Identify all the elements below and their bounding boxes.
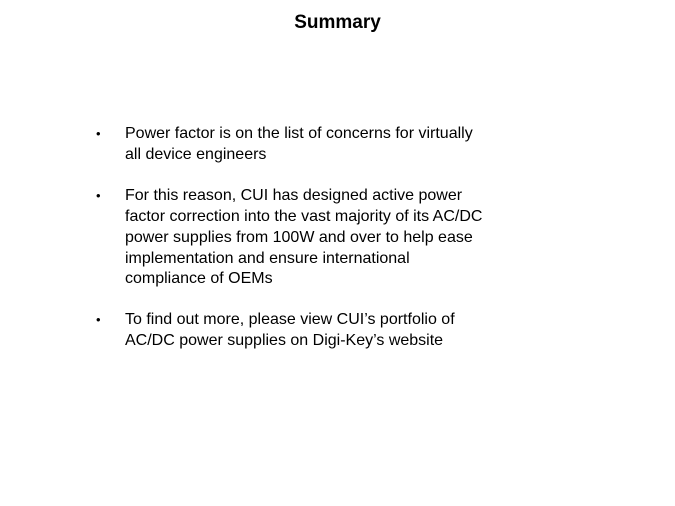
bullet-text-find-out-more: To find out more, please view CUI’s portfolio of AC/DC power supplies on Digi-Key’s website <box>125 311 455 350</box>
bullet-text-power-factor: Power factor is on the list of concerns for virtually all device engineers <box>125 125 473 163</box>
bullet-list <box>96 124 596 372</box>
bullet-dot-icon: • <box>96 312 101 328</box>
bullet-dot-icon: • <box>96 126 101 141</box>
bullet-item <box>96 310 596 352</box>
bullet-item <box>96 186 596 291</box>
bullet-text-pfc-design: For this reason, CUI has designed active power factor correction into the vast majority of its AC/DC power supplies from 100W and over to help ease implementation and ensure international compliance of OEMs <box>125 186 483 288</box>
bullet-dot-icon: • <box>96 187 101 203</box>
slide-title: Summary <box>294 12 381 33</box>
bullet-item <box>96 124 596 166</box>
